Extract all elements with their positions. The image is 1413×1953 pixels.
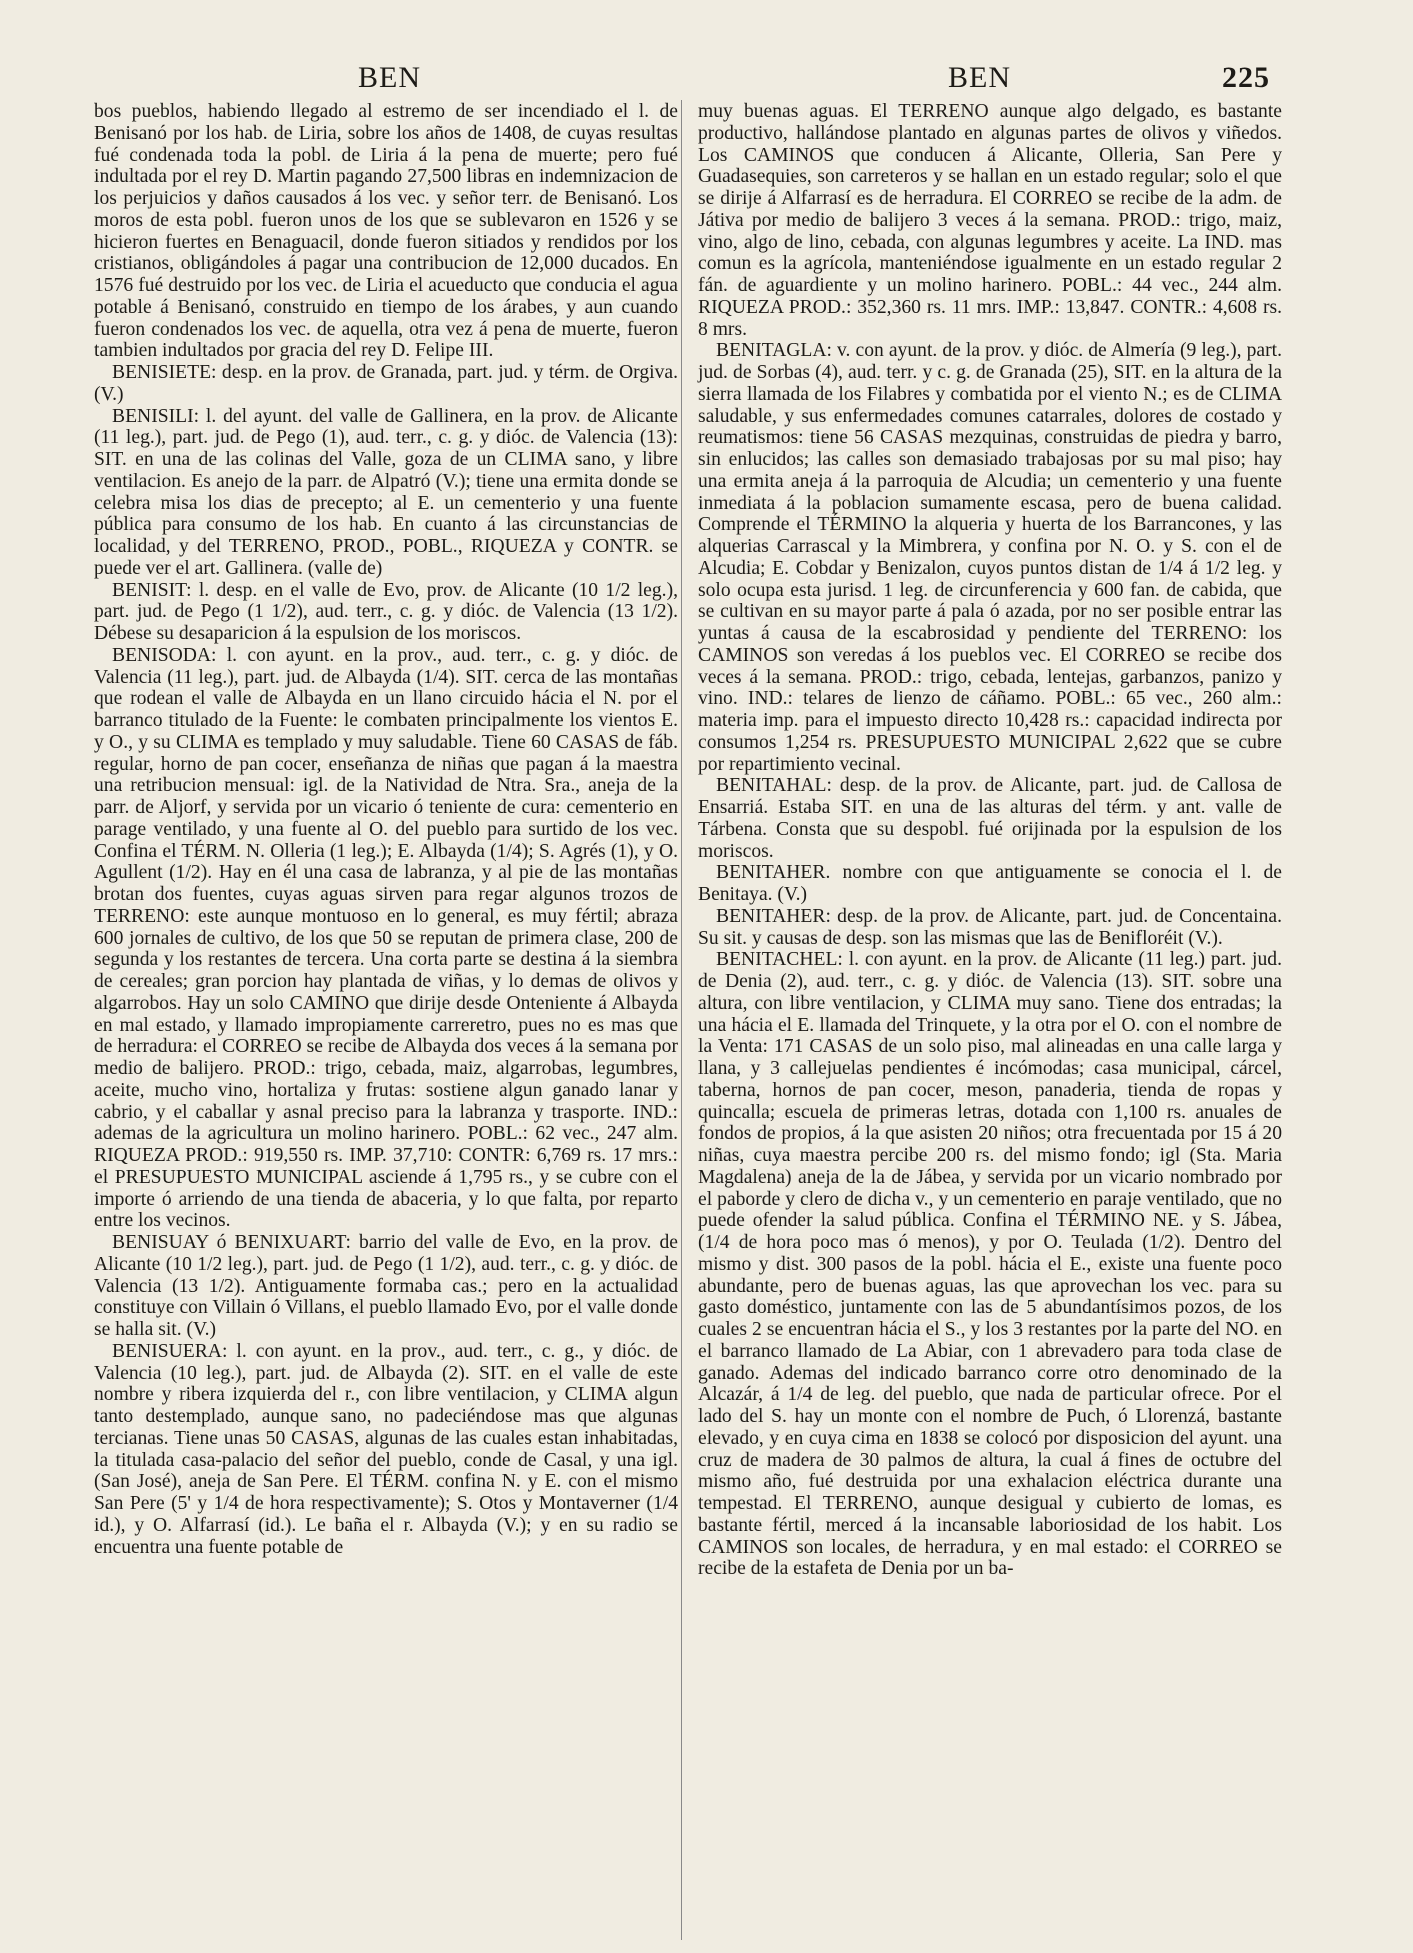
entry-benisiete: BENISIETE: desp. en la prov. de Granada, part. jud. y térm. de Orgiva. (V.)	[94, 362, 678, 405]
entry-benitachel: BENITACHEL: l. con ayunt. en la prov. de Alicante (11 leg.) part. jud. de Denia (2), aud. terr., c. g. y dióc. de Valencia (13). SIT. sobre una altura, con libre ventilacion, y CLIMA muy sano. Tiene dos entradas; la una hácia el E. llamada del Trinquete, y la otra por el O. con el nombre de la Venta: 171 CASAS de un solo piso, mal alineadas en una calle larga y llana, y 3 callejuelas pendientes é incómodas; casa municipal, cárcel, taberna, hornos de pan cocer, meson, panaderia, tienda de ropas y quincalla; escuela de primeras letras, dotada con 1,100 rs. anuales de fondos de propios, á la que asisten 20 niños; otra frecuentada por 15 á 20 niñas, cuya maestra percibe 200 rs. del mismo fondo; igl (Sta. Maria Magdalena) aneja de la de Jábea, y servida por un vicario nombrado por el paborde y clero de dicha v., y un cementerio en paraje ventilado, que no puede ofender la salud pública. Confina el TÉRMINO NE. y S. Jábea, (1/4 de hora poco mas ó menos), y por O. Teulada (1/2). Dentro del mismo y dist. 300 pasos de la pobl. hácia el E., existe una fuente poco abundante, pero de buenas aguas, las que aprovechan los vec. para su gasto doméstico, juntamente con las de 5 abundantísimos pozos, de los cuales 2 se encuentran hácia el S., y los 3 restantes por la parte del NO. en el barranco llamado de La Abiar, con 1 abrevadero para toda clase de ganado. Ademas del indicado barranco corre otro denominado de la Alcazár, á 1/4 de leg. del pueblo, que nada de particular ofrece. Por el lado del S. hay un monte con el nombre de Puch, ó Llorenzá, bastante elevado, y en cuya cima en 1838 se colocó por disposicion del ayunt. una cruz de madera de 30 palmos de altura, la cual á fines de octubre del mismo año, fué destruida por una exhalacion eléctrica durante una tempestad. El TERRENO, aunque desigual y cubierto de lomas, es bastante fértil, merced á la incansable laboriosidad de los habit. Los CAMINOS son locales, de herradura, y en mal estado: el CORREO se recibe de la estafeta de Denia por un ba-	[698, 949, 1282, 1580]
entry-benitahal: BENITAHAL: desp. de la prov. de Alicante, part. jud. de Callosa de Ensarriá. Estaba SIT. en una de las alturas del térm. y ant. valle de Tárbena. Consta que su despobl. fué orijinada por la espulsion de los moriscos.	[698, 775, 1282, 862]
right-column	[698, 101, 1282, 1580]
entry-benisili: BENISILI: l. del ayunt. del valle de Gallinera, en la prov. de Alicante (11 leg.), part. jud. de Pego (1), aud. terr., c. g. y dióc. de Valencia (13): SIT. en una de las colinas del Valle, goza de un CLIMA sano, y libre ventilacion. Es anejo de la parr. de Alpatró (V.); tiene una ermita donde se celebra misa los dias de precepto; al E. un cementerio y una fuente pública para consumo de los hab. En cuanto á las circunstancias de localidad, y del TERRENO, PROD., POBL., RIQUEZA y CONTR. se puede ver el art. Gallinera. (valle de)	[94, 405, 678, 579]
entry-benitaher-2: BENITAHER: desp. de la prov. de Alicante, part. jud. de Concentaina. Su sit. y causas de desp. son las mismas que las de Benifloréit (V.).	[698, 905, 1282, 949]
entry-paragraph: muy buenas aguas. El TERRENO aunque algo delgado, es bastante productivo, hallándose plantado en algunas partes de olivos y viñedos. Los CAMINOS que conducen á Alicante, Olleria, San Pere y Guadasequies, son carreteros y se hallan en un estado regular; solo el que se dirije á Alfarrasí es de herradura. El CORREO se recibe de la adm. de Játiva por medio de balijero 3 veces á la semana. PROD.: trigo, maiz, vino, algo de lino, cebada, con algunas legumbres y aceite. La IND. mas comun es la agrícola, manteniéndose igualmente en un estado regular 2 fán. de aguardiente y un molino harinero. POBL.: 44 vec., 244 alm. RIQUEZA PROD.: 352,360 rs. 11 mrs. IMP.: 13,847. CONTR.: 4,608 rs. 8 mrs.	[698, 101, 1282, 340]
running-head-left: BEN	[358, 61, 421, 94]
entry-benitaher-1: BENITAHER. nombre con que antiguamente se conocia el l. de Benitaya. (V.)	[698, 862, 1282, 905]
page-number: 225	[1222, 61, 1270, 94]
entry-benitagla: BENITAGLA: v. con ayunt. de la prov. y dióc. de Almería (9 leg.), part. jud. de Sorbas (4), aud. terr. y c. g. de Granada (25), SIT. en la altura de la sierra llamada de los Filabres y combatida por el viento N.; es de CLIMA saludable, y sus enfermedades comunes catarrales, dolores de costado y reumatismos: tiene 56 CASAS mezquinas, construidas de piedra y barro, sin enlucidos; las calles son demasiado trabajosas por su mal piso; hay una ermita aneja á la parroquia de Alcudia; un cementerio y una fuente inmediata á la poblacion sumamente escasa, pero de buena calidad. Comprende el TÉRMINO la alqueria y huerta de los Barrancones, y las alquerias Carrascal y la Mimbrera, y confina por N. O. y S. con el de Alcudia; E. Cobdar y Benizalon, cuyos puntos distan de 1/4 á 1/2 leg. y solo ocupa esta jurisd. 1 leg. de circunferencia y 600 fan. de cabida, que se cultivan en su mayor parte á pala ó azada, por no ser posible entrar las yuntas á causa de la escabrosidad y pendiente del TERRENO: los CAMINOS son veredas á los pueblos vec. El CORREO se recibe dos veces á la semana. PROD.: trigo, cebada, lentejas, garbanzos, panizo y vino. IND.: telares de lienzo de cáñamo. POBL.: 65 vec., 260 alm.: materia imp. para el impuesto directo 10,428 rs.: capacidad indirecta por consumos 1,254 rs. PRESUPUESTO MUNICIPAL 2,622 que se cubre por repartimiento vecinal.	[698, 340, 1282, 775]
entry-benisuera: BENISUERA: l. con ayunt. en la prov., aud. terr., c. g., y dióc. de Valencia (10 leg.), part. jud. de Albayda (2). SIT. en el valle de este nombre y ribera izquierda del r., con libre ventilacion, y CLIMA algun tanto destemplado, aunque sano, no padeciéndose mas que algunas tercianas. Tiene unas 50 CASAS, algunas de las cuales estan inhabitadas, la titulada casa-palacio del señor del pueblo, conde de Casal, y una igl. (San José), aneja de San Pere. El TÉRM. confina N. y E. con el mismo San Pere (5' y 1/4 de hora respectivamente); S. Otos y Montaverner (1/4 id.), y O. Alfarrasí (id.). Le baña el r. Albayda (V.); y en su radio se encuentra una fuente potable de	[94, 1340, 678, 1558]
column-divider	[681, 100, 682, 1940]
entry-benisuay: BENISUAY ó BENIXUART: barrio del valle de Evo, en la prov. de Alicante (10 1/2 leg.), part. jud. de Pego (1 1/2), aud. terr., c. g. y dióc. de Valencia (13 1/2). Antiguamente formaba cas.; pero en la actualidad constituye con Villain ó Villans, el pueblo llamado Evo, por el valle donde se halla sit. (V.)	[94, 1232, 678, 1340]
entry-benisoda: BENISODA: l. con ayunt. en la prov., aud. terr., c. g. y dióc. de Valencia (11 leg.), part. jud. de Albayda (1/4). SIT. cerca de las montañas que rodean el valle de Albayda en un llano circuido hácia el N. por el barranco titulado de la Fuente: le combaten principalmente los vientos E. y O., y su CLIMA es templado y muy saludable. Tiene 60 CASAS de fáb. regular, horno de pan cocer, enseñanza de niñas que pagan á la maestra una retribucion mensual: igl. de la Natividad de Ntra. Sra., aneja de la parr. de Aljorf, y servida por un vicario ó teniente de cura: cementerio en parage ventilado, y una fuente al O. del pueblo para surtido de los vec. Confina el TÉRM. N. Olleria (1 leg.); E. Albayda (1/4); S. Agrés (1), y O. Agullent (1/2). Hay en él una casa de labranza, y al pie de las montañas brotan dos fuentes, cuyas aguas sirven para regar algunos trozos de TERRENO: este aunque montuoso en lo general, es muy fértil; abraza 600 jornales de cultivo, de los que 50 se reputan de primera clase, 200 de segunda y los restantes de tercera. Una corta parte se destina á la siembra de cereales; gran porcion hay plantada de viñas, y lo demas de olivos y algarrobos. Hay un solo CAMINO que dirije desde Onteniente á Albayda en mal estado, y llamado impropiamente carreretro, pues no es mas que de herradura: el CORREO se recibe de Albayda dos veces á la semana por medio de balijero. PROD.: trigo, cebada, maiz, algarrobas, legumbres, aceite, mucho vino, hortaliza y frutas: sostiene algun ganado lanar y cabrio, y el caballar y asnal preciso para la labranza y trasporte. IND.: ademas de la agricultura un molino harinero. POBL.: 62 vec., 247 alm. RIQUEZA PROD.: 919,550 rs. IMP. 37,710: CONTR: 6,769 rs. 17 mrs.: el PRESUPUESTO MUNICIPAL asciende á 1,795 rs., y se cubre con el importe ó arriendo de una tienda de abaceria, y lo que falta, por reparto entre los vecinos.	[94, 644, 678, 1232]
entry-paragraph: bos pueblos, habiendo llegado al estremo de ser incendiado el l. de Benisanó por los hab. de Liria, sobre los años de 1408, de cuyas resultas fué condenada toda la pobl. de Liria á la pena de muerte; pero fué indultada por el rey D. Martin pagando 27,500 libras en indemnizacion de los perjuicios y daños causados á los vec. y señor terr. de Benisanó. Los moros de esta pobl. fueron unos de los que se sublevaron en 1526 y se hicieron fuertes en Benaguacil, donde fueron sitiados y rendidos por los cristianos, obligándoles á pagar una contribucion de 12,000 ducados. En 1576 fué destruido por los vec. de Liria el acueducto que conducia el agua potable á Benisanó, construido en tiempo de los árabes, y aun cuando fueron condenados los vec. de aquella, otra vez á pena de muerte, fueron tambien indultados por gracia del rey D. Felipe III.	[94, 101, 678, 362]
entry-benisit: BENISIT: l. desp. en el valle de Evo, prov. de Alicante (10 1/2 leg.), part. jud. de Pego (1 1/2), aud. terr., c. g. y dióc. de Valencia (13 1/2). Débese su desaparicion á la espulsion de los moriscos.	[94, 579, 678, 644]
left-column	[94, 101, 678, 1558]
running-head-right: BEN	[948, 61, 1011, 94]
